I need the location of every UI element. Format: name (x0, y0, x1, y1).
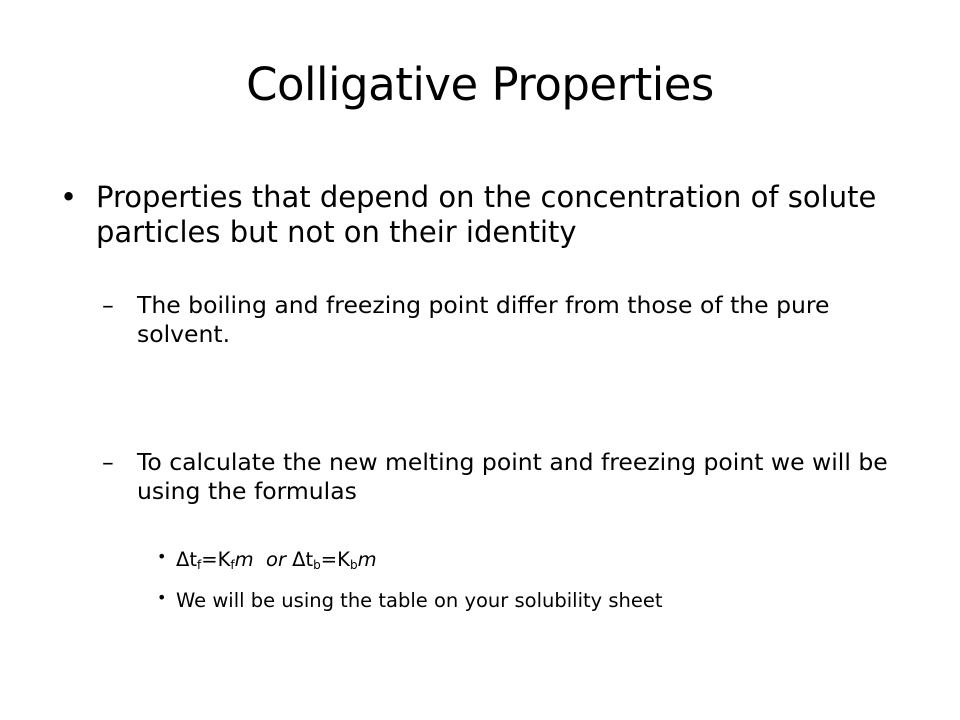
slide-title: Colligative Properties (246, 58, 714, 111)
bullet-level1 (60, 180, 916, 251)
bullet-text: We will be using the table on your solubility sheet (176, 589, 663, 612)
bullet-level2-boiling (102, 291, 897, 350)
bullet-level3-table (157, 588, 876, 612)
bullet-level3-formula (157, 547, 876, 572)
bullet-dot: • (157, 547, 167, 566)
bullet-dash: – (102, 291, 114, 319)
bullet-dot: • (60, 180, 78, 214)
formula: $\Delta t_f=K_fm$ or $\Delta t_b=K_bm$ (176, 548, 377, 572)
bullet-text: To calculate the new melting point and freezing point we will be using the formulas (137, 448, 888, 506)
bullet-text: The boiling and freezing point differ from those of the pure solvent. (137, 291, 830, 349)
bullet-dash: – (102, 448, 114, 476)
bullet-level2-calculate (102, 448, 897, 507)
bullet-text: Properties that depend on the concentration of solute particles but not on their identity (96, 180, 877, 250)
bullet-dot: • (157, 588, 167, 607)
